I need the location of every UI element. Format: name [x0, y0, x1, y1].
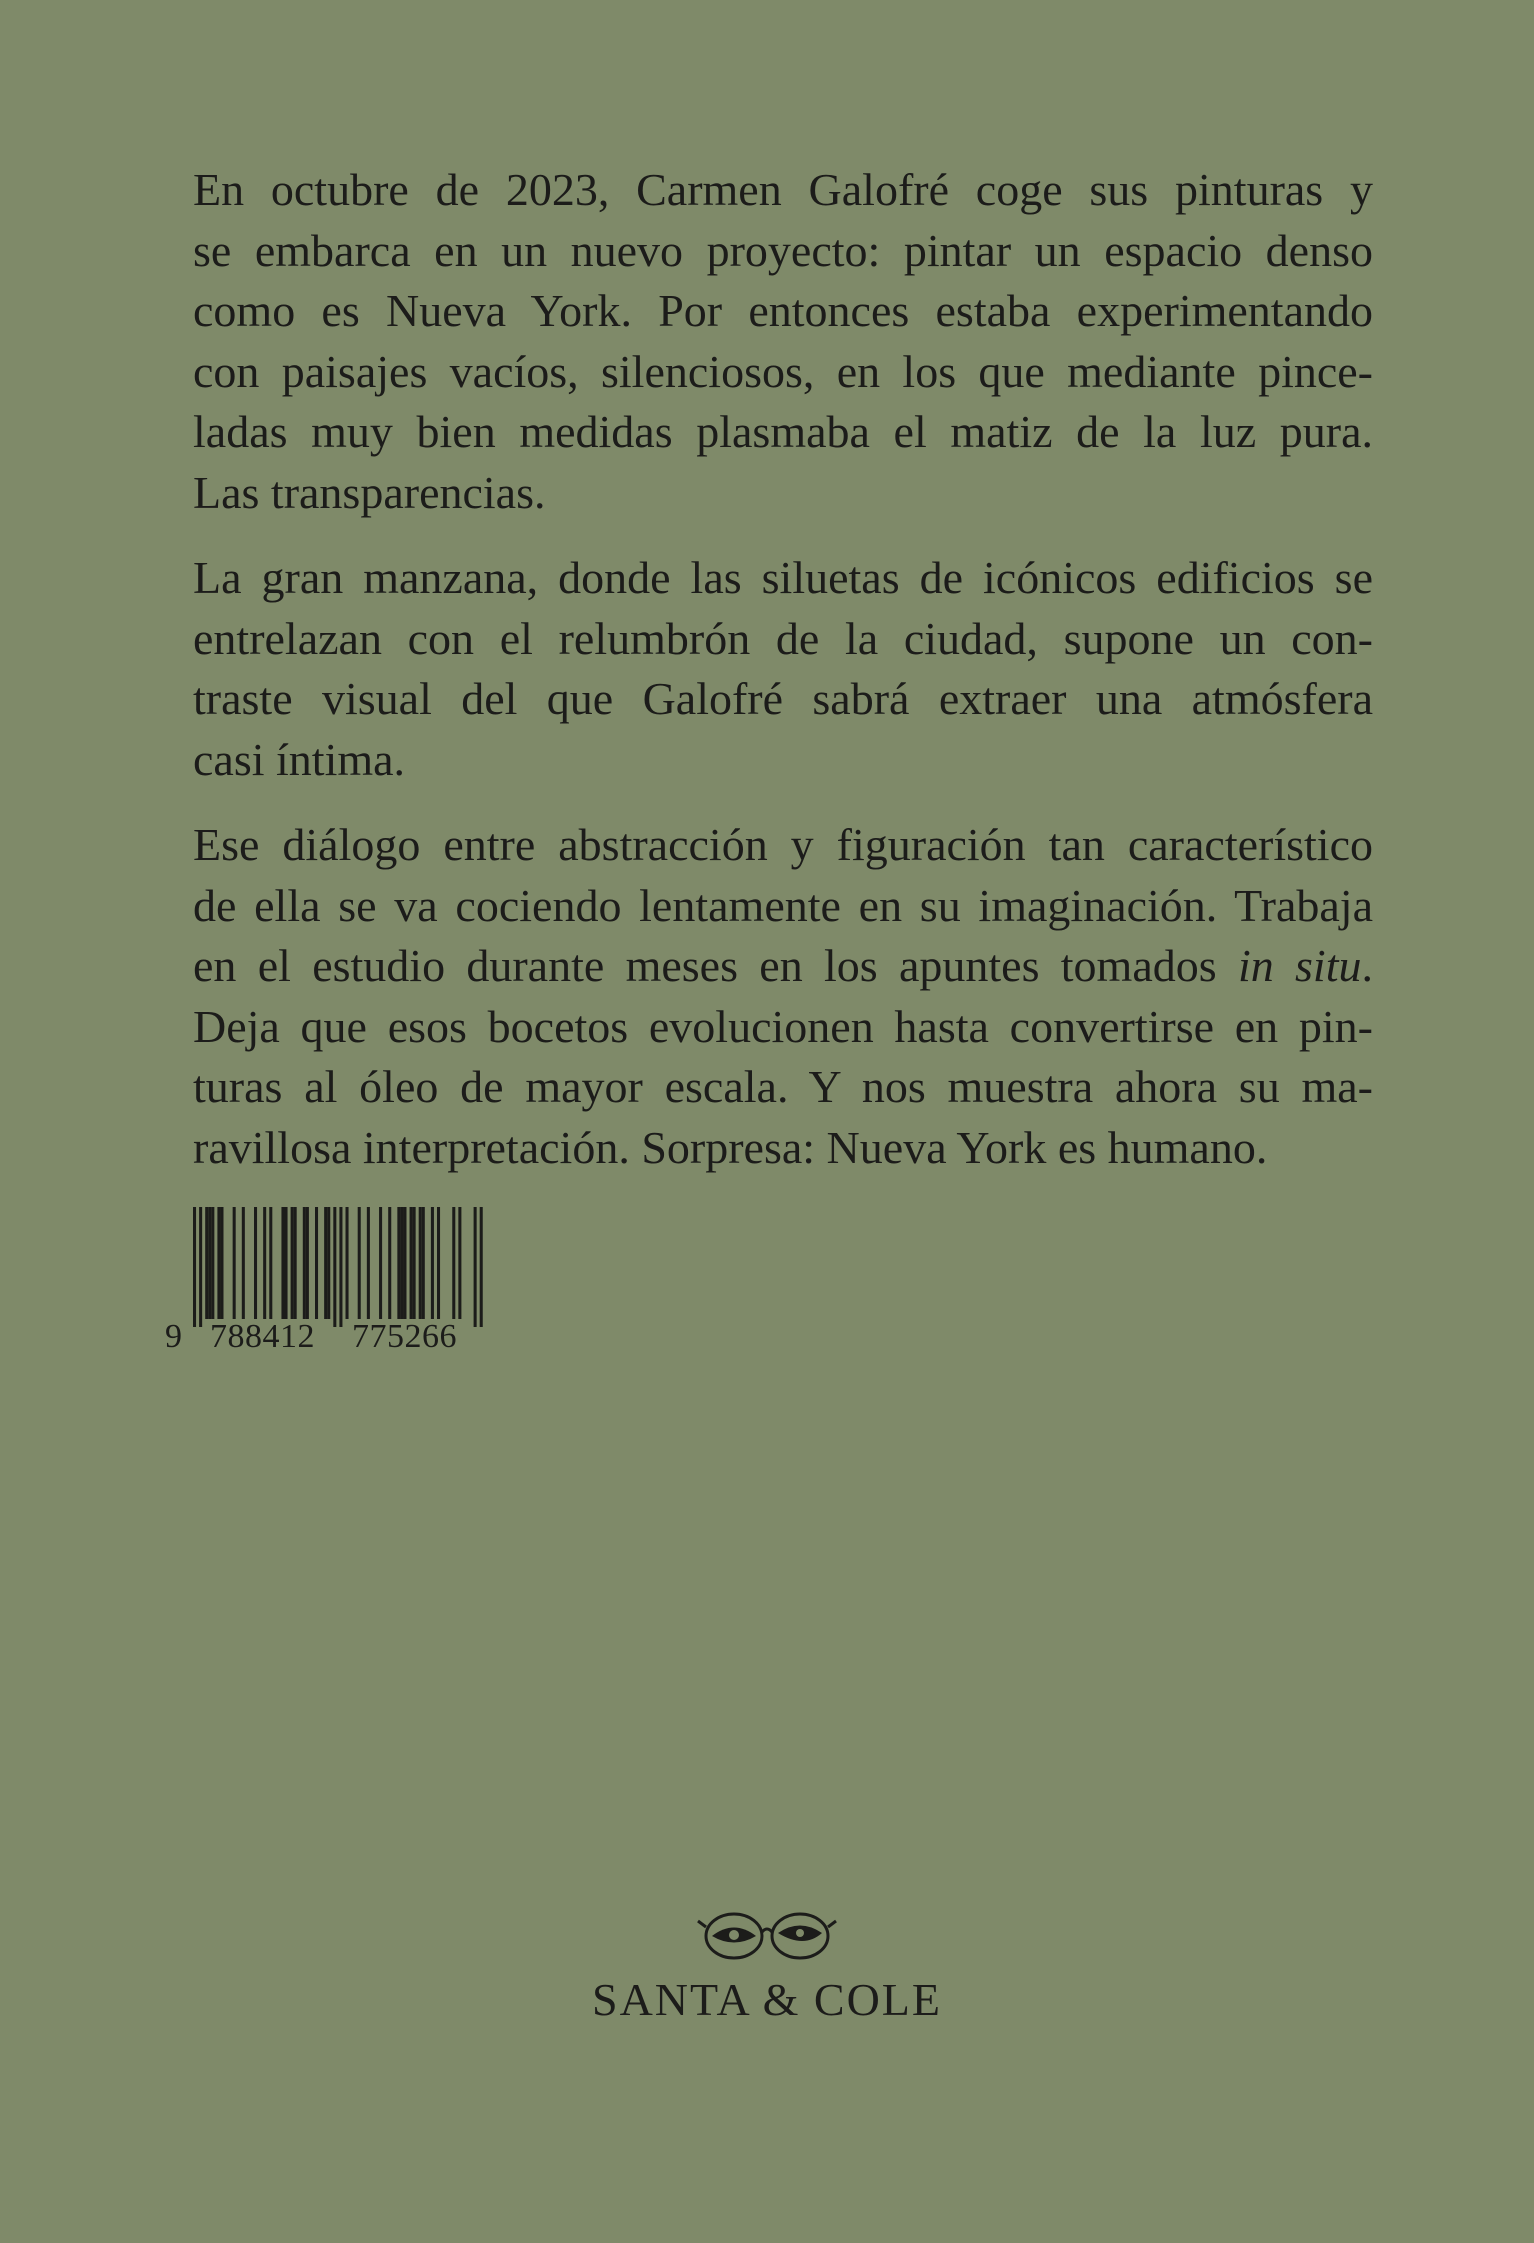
text-line: Deja que esos bocetos evolucionen hasta convertirse en pin-: [193, 1000, 1373, 1052]
barcode-bar: [452, 1207, 455, 1319]
paragraph-2: [193, 548, 1373, 790]
barcode-bar: [208, 1207, 211, 1319]
barcode-bar: [339, 1207, 342, 1327]
text-line: se embarca en un nuevo proyecto: pintar un espacio denso: [193, 224, 1373, 276]
barcode-bar: [315, 1207, 318, 1319]
barcode-bar: [306, 1207, 309, 1319]
barcode-bar: [327, 1207, 330, 1319]
isbn-first-digit: 9: [165, 1318, 183, 1355]
barcode-bar: [419, 1207, 422, 1319]
back-cover-text: [193, 160, 1373, 1203]
barcode-bar: [367, 1207, 370, 1319]
barcode-bar: [233, 1207, 236, 1319]
barcode-bar: [346, 1207, 349, 1319]
barcode-bar: [217, 1207, 220, 1319]
barcode-bar: [422, 1207, 425, 1319]
barcode-bar: [269, 1207, 272, 1319]
text-line: ladas muy bien medidas plasmaba el matiz de la luz pura.: [193, 406, 1373, 457]
text-line: turas al óleo de mayor escala. Y nos muestra ahora su ma-: [193, 1061, 1373, 1112]
text-line: En octubre de 2023, Carmen Galofré coge sus pinturas y: [193, 164, 1373, 215]
publisher-name: SANTA & COLE: [592, 1974, 942, 2025]
isbn-digit-group-1: 788412: [210, 1318, 315, 1355]
publisher-logo: [0, 1905, 1534, 2026]
barcode-bar: [413, 1207, 416, 1319]
text-fragment: en el estudio durante meses en los apuntes tomados: [193, 940, 1238, 991]
paragraph-1: [193, 160, 1373, 523]
barcode-bar: [397, 1207, 400, 1319]
barcode-bar: [303, 1207, 306, 1319]
barcode-bar: [281, 1207, 284, 1319]
text-line: La gran manzana, donde las siluetas de icónicos edificios se: [193, 552, 1373, 603]
barcode-bar: [205, 1207, 208, 1319]
barcode-bar: [324, 1207, 327, 1319]
text-line: Ese diálogo entre abstracción y figuración tan característico: [193, 819, 1373, 870]
barcode-bar: [211, 1207, 214, 1319]
isbn-digit-group-2: 775266: [352, 1318, 457, 1355]
barcode-bar: [431, 1207, 434, 1319]
text-line: con paisajes vacíos, silenciosos, en los que mediante pince-: [193, 345, 1373, 397]
barcode-bar: [263, 1207, 266, 1319]
barcode-bar: [291, 1207, 294, 1319]
barcode-bars: [160, 1207, 500, 1327]
text-fragment: .: [1361, 940, 1373, 991]
text-line: casi íntima.: [193, 733, 406, 785]
text-line: traste visual del que Galofré sabrá extraer una atmósfera: [193, 673, 1373, 724]
italic-phrase: in situ: [1237, 940, 1362, 991]
text-line: entrelazan con el relumbrón de la ciudad, supone un con-: [193, 612, 1373, 664]
barcode-bar: [388, 1207, 391, 1319]
eyeglasses-with-eyes-icon: [692, 1905, 842, 1965]
isbn-digits: [160, 1318, 457, 1470]
barcode-bar: [358, 1207, 361, 1319]
barcode-bar: [193, 1207, 196, 1327]
barcode-bar: [333, 1207, 336, 1327]
barcode-bar: [254, 1207, 257, 1319]
barcode-bar: [294, 1207, 297, 1319]
barcode-bar: [220, 1207, 223, 1319]
barcode-bar: [458, 1207, 461, 1319]
barcode-bar: [474, 1207, 477, 1327]
barcode-bar: [285, 1207, 288, 1319]
paragraph-3: [193, 815, 1373, 1178]
barcode-bar: [410, 1207, 413, 1319]
text-line: Las transparencias.: [193, 466, 546, 518]
barcode-bar: [437, 1207, 440, 1319]
text-line: de ella se va cociendo lentamente en su imaginación. Trabaja: [193, 879, 1373, 931]
barcode-bar: [403, 1207, 406, 1319]
barcode-bar: [242, 1207, 245, 1319]
text-line: ravillosa interpretación. Sorpresa: Nueva York es humano.: [193, 1121, 1268, 1173]
barcode-bar: [199, 1207, 202, 1327]
text-line: como es Nueva York. Por entonces estaba experimentando: [193, 285, 1373, 336]
barcode-bar: [379, 1207, 382, 1319]
barcode-bar: [480, 1207, 483, 1327]
text-line: [193, 936, 1373, 997]
barcode-bar: [400, 1207, 403, 1319]
